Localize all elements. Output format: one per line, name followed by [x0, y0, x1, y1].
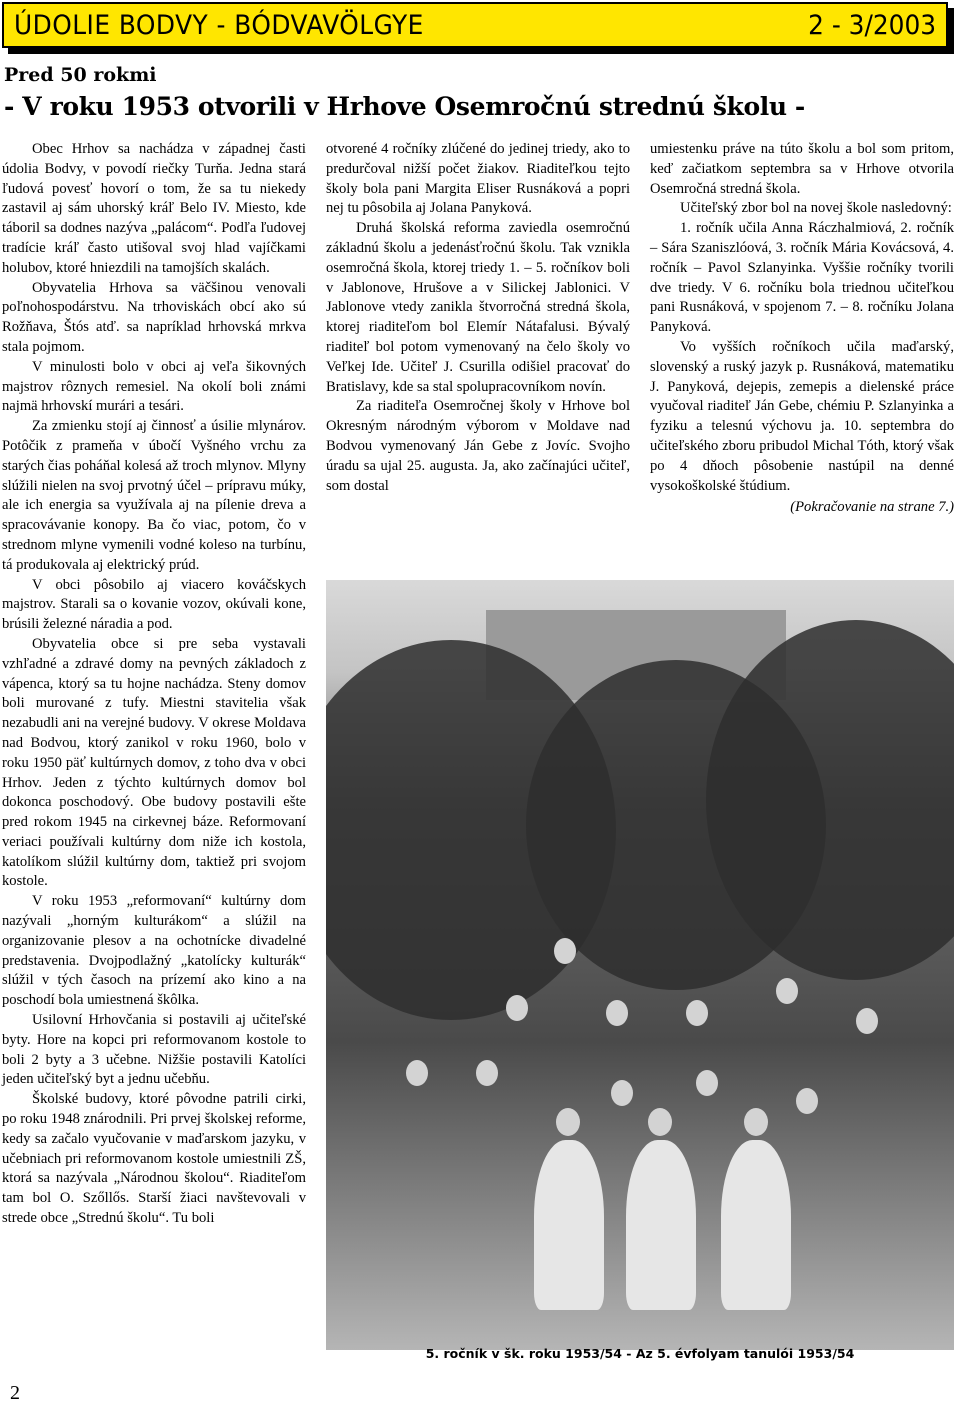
paragraph: V roku 1953 „reformovaní“ kultúrny dom nazývali „horným kulturákom“ a slúžil na organizovanie plesov a na ochotnícke divadelné predstavenia. Dvojpodlažný „katolícky kulturák“ slúžil v tých časoch na prízemí ako kino a na poschodí bola umiestnená škôlka.	[2, 893, 306, 1009]
photo-person	[506, 995, 528, 1021]
photo-person	[534, 1140, 604, 1310]
paragraph: Za riaditeľa Osemročnej školy v Hrhove bol Okresným národným výborom v Moldave nad Bodvou vymenovaný Ján Gebe z Jovíc. Svojho úradu sa ujal 25. augusta. Ja, ako začínajúci učiteľ, som dostal	[326, 398, 630, 494]
paragraph: 1. ročník učila Anna Ráczhalmiová, 2. ročník – Sára Szaniszlóová, 3. ročník Mária Kovácsová, 4. ročník – Pavol Szlanyinka. Vyššie ročníky tvorili dve triedy. V 6. ročníku bola triednou učiteľkou pani Rusnáková, v spojenom 7. – 8. ročníku Jolana Panyková.	[650, 220, 954, 336]
photo-person	[744, 1108, 768, 1136]
photo-person	[606, 1000, 628, 1026]
photo-person	[556, 1108, 580, 1136]
paragraph: Za zmienku stojí aj činnosť a úsilie mlynárov. Potôčik z prameňa v úbočí Vyšného vrchu za starých čias poháňal kolesá až troch mlynov. Mlyny slúžili nielen na svoj prvotný účel – prípravu múky, ale ich energia sa využívala aj na pílenie dreva a spracovávanie konopy. Ba čo viac, potom, čo v strednom mlyne vymenili vodné koleso na turbínu, tá produkovala aj elektrický prúd.	[2, 418, 306, 573]
page-number: 2	[10, 1382, 20, 1404]
continued-note: (Pokračovanie na strane 7.)	[790, 499, 954, 516]
photo-person	[611, 1080, 633, 1106]
paragraph: V obci pôsobilo aj viacero kováčskych majstrov. Starali sa o kovanie vozov, okúvali kone, brúsili železné náradia a pod.	[2, 576, 306, 633]
paragraph: Vo vyšších ročníkoch učila maďarský, slovenský a ruský jazyk p. Rusnáková, matematiku J. Panyková, dejepis, zemepis a dielenské práce vyučoval riaditeľ Ján Gebe, chémiu P. Szlanyinka a fyziku a telesnú výchovu ja. 10. septembra do učiteľského zboru pribudol Michal Tóth, ktorý však po 4 dňoch pôsobenie nastúpil na denné vysokoškolské štúdium.	[650, 338, 954, 494]
photo-person	[554, 938, 576, 964]
paragraph: V minulosti bolo v obci aj veľa šikovných majstrov rôznych remesiel. Na okolí boli známi najmä hrhovskí murári a tesári.	[2, 358, 306, 415]
photo-person	[856, 1008, 878, 1034]
paragraph: Obyvatelia Hrhova sa väčšinou venovali poľnohospodárstvu. Na trhoviskách obcí ako sú Rožňava, Štós atď. sa napríklad hrhovská mrkva stala pojmom.	[2, 279, 306, 355]
photo-person	[696, 1070, 718, 1096]
photo-person	[776, 978, 798, 1004]
article-kicker: Pred 50 rokmi	[4, 64, 157, 86]
paragraph: Školské budovy, ktoré pôvodne patrili cirki, po roku 1948 znárodnili. Pri prvej školskej reforme, kedy sa začalo vyučovanie v maďarskom jazyku, v učebniach pri reformovanom kostole umiestnili ZŠ, ktorá sa nazývala „Národnou školou“. Riaditeľom tam bol O. Szőllős. Starší žiaci navštevovali v strede obce „Strednú školu“. Tu boli	[2, 1091, 306, 1227]
article-column-3	[650, 140, 954, 518]
issue-number: 2 - 3/2003	[808, 10, 936, 41]
paragraph: otvorené 4 ročníky zlúčené do jedinej triedy, ako to predurčoval nižší počet žiakov. Riaditeľkou tejto školy bola pani Margita Eliser Rusnáková a popri nej tu pôsobila aj Jolana Panyková.	[326, 141, 630, 217]
paragraph: Usilovní Hrhovčania si postavili aj učiteľské byty. Hore na kopci pri reformovanom kostole to boli 2 byty a 3 učebne. Nižšie postavili Katolíci jeden učiteľský byt a jednu učebňu.	[2, 1012, 306, 1088]
article-column-2	[326, 140, 630, 496]
paragraph: Druhá školská reforma zaviedla osemročnú základnú školu a jedenásťročnú školu. Tak vznikla osemročná škola, ktorej triedy 1. – 5. ročníkov boli v Jablonove, Hrušove a v Silickej Jablonici. V Jablonove vtedy zanikla štvorročná stredná škola, ktorej riaditeľom bol Elemír Nátafalusi. Bývalý riaditeľ bol potom vymenovaný na čelo školy vo Veľkej Ide. Učiteľ J. Csurilla odišiel pracovať do Bratislavy, kde sa stal spolupracovníkom novín.	[326, 220, 630, 395]
article-column-1	[2, 140, 306, 1229]
photo-person	[406, 1060, 428, 1086]
photo-person	[626, 1140, 696, 1310]
paragraph: umiestenku práve na túto školu a bol som pritom, keď začiatkom septembra sa v Hrhove otvorila Osemročná stredná škola.	[650, 141, 954, 197]
photo-person	[721, 1140, 791, 1310]
paragraph: Obec Hrhov sa nachádza v západnej časti údolia Bodvy, v povodí riečky Turňa. Jedna stará ľudová povesť hovorí o tom, že sa tu niekedy zastavil aj sám uhorský kráľ Belo IV. Miesto, kde táboril sa dodnes nazýva „palácom“. Podľa ľudovej tradície kráľ často utišoval svoj hlad vajíčkami holubov, ktoré hniezdili na tamojších skalách.	[2, 141, 306, 276]
class-photo	[326, 580, 954, 1350]
header-banner	[2, 2, 948, 48]
photo-caption: 5. ročník v šk. roku 1953/54 - Az 5. évfolyam tanulói 1953/54	[425, 1346, 855, 1361]
photo-person	[648, 1108, 672, 1136]
article-headline: - V roku 1953 otvorili v Hrhove Osemročnú strednú školu -	[4, 92, 805, 121]
photo-person	[686, 1000, 708, 1026]
publication-title: ÚDOLIE BODVY - BÓDVAVÖLGYE	[14, 10, 424, 41]
photo-person	[796, 1088, 818, 1114]
photo-person	[476, 1060, 498, 1086]
paragraph: Učiteľský zbor bol na novej škole nasledovný:	[680, 200, 952, 217]
paragraph: Obyvatelia obce si pre seba vystavali vzhľadné a zdravé domy na pevných základoch z vápenca, ktorý sa tu hojne nachádza. Steny domov boli murované z tufy. Miestni stavitelia však nezabudli ani na verejné budovy. V okrese Moldava nad Bodvou, ktorý zanikol v roku 1960, bolo v roku 1950 päť kultúrnych domov, z toho dva v obci Hrhov. Jeden z týchto kultúrnych domov bol dokonca poschodový. Obe budovy postavili ešte pred rokom 1945 na cirkevnej báze. Reformovaní veriaci používali kultúrny dom niže ich kostola, katolíkom slúžil kultúrny dom, taktiež pri svojom kostole.	[2, 635, 306, 890]
